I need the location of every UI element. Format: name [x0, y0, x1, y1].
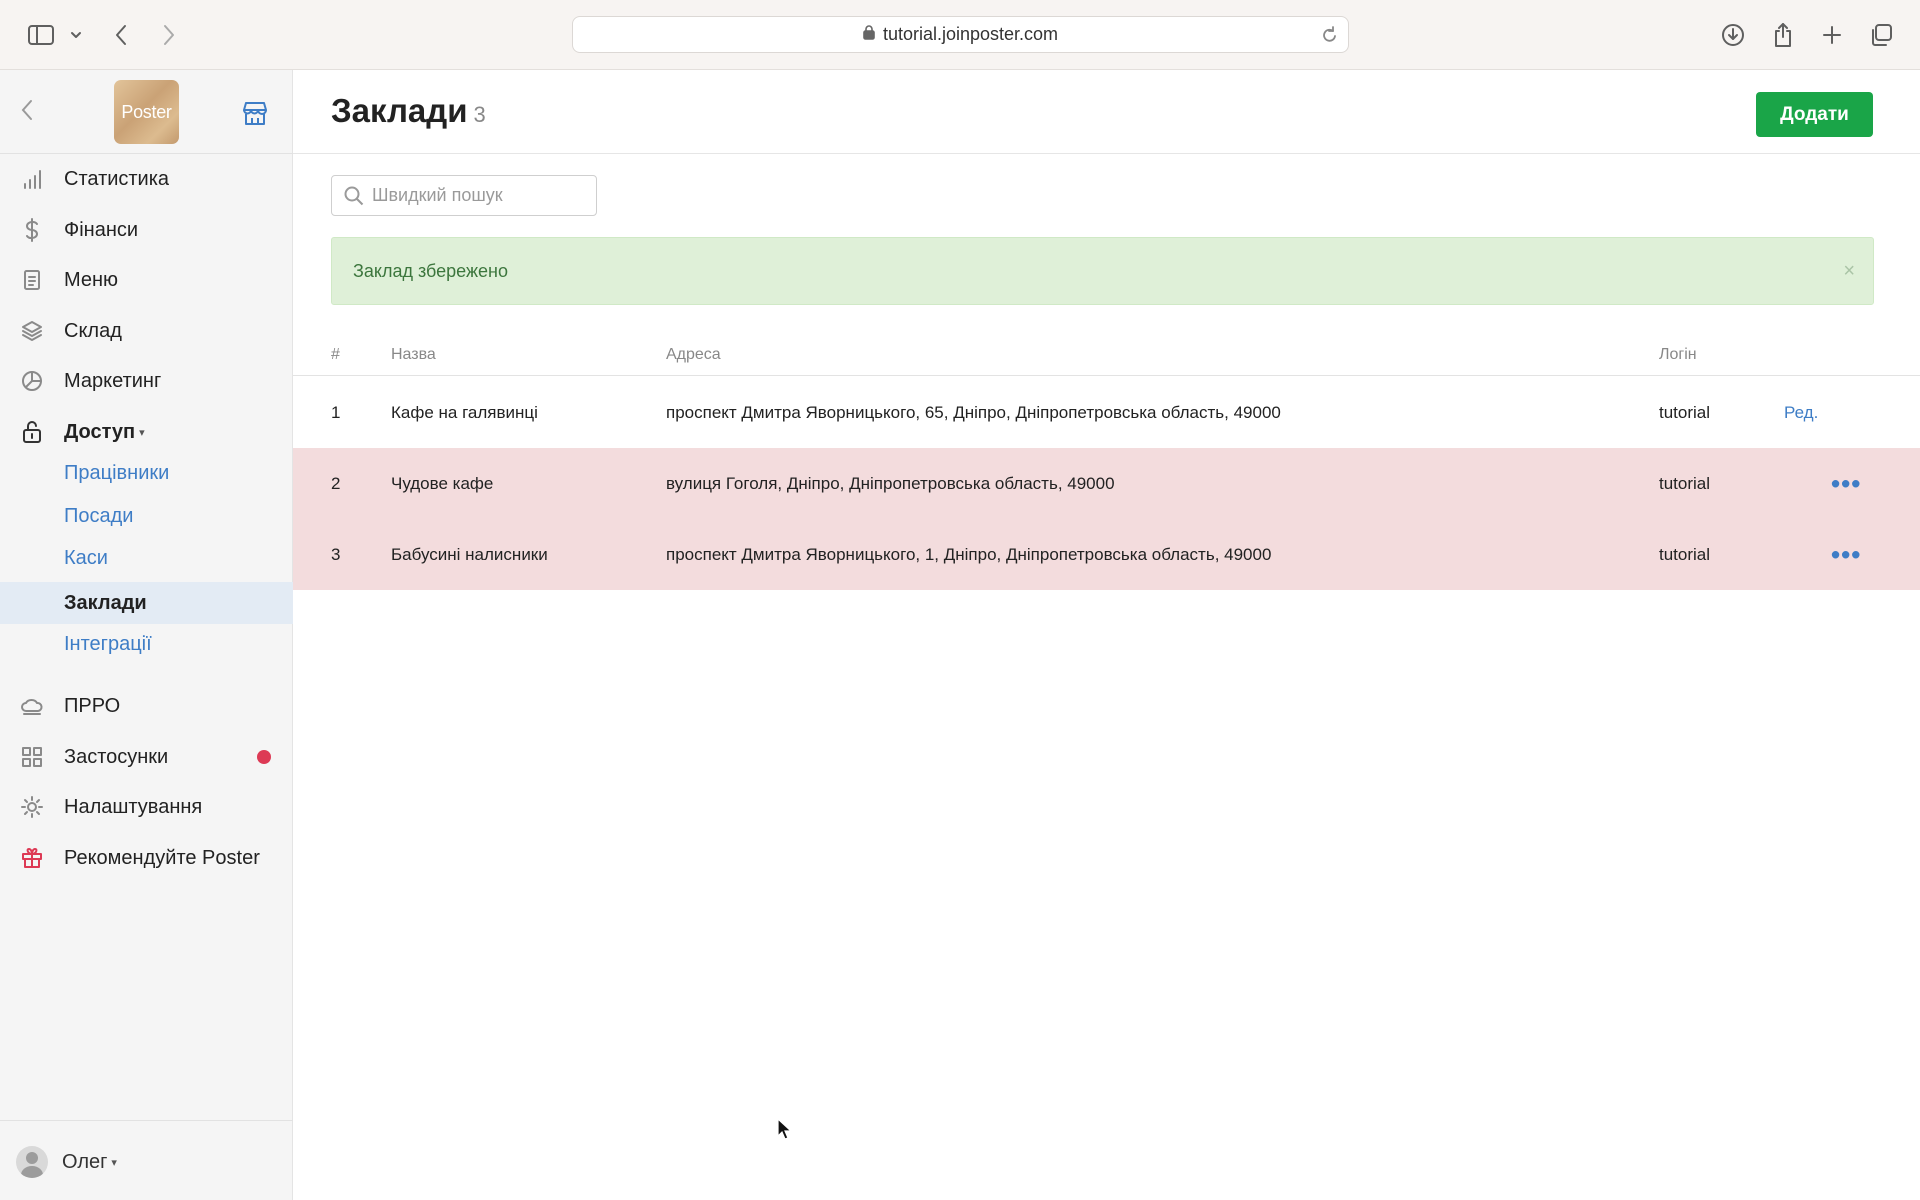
nav-label: Меню [64, 268, 119, 291]
caret-down-icon: ▾ [111, 1156, 117, 1169]
main-content [293, 70, 1920, 1200]
column-header-login[interactable]: Логін [1659, 345, 1697, 363]
sidebar [0, 70, 293, 1200]
gift-icon [20, 846, 44, 870]
success-alert [331, 237, 1874, 305]
subnav-positions[interactable] [0, 496, 293, 536]
cell-name: Чудове кафе [391, 473, 494, 493]
gear-icon [20, 795, 44, 819]
more-options-icon[interactable]: ••• [1831, 539, 1862, 569]
subnav-employees[interactable] [0, 453, 293, 493]
collapse-sidebar-icon[interactable] [20, 98, 34, 127]
tabs-overview-icon[interactable] [1868, 18, 1894, 52]
share-icon[interactable] [1770, 18, 1796, 52]
table-header [293, 334, 1920, 376]
subnav-establishments[interactable] [0, 582, 293, 624]
table-row[interactable] [293, 519, 1920, 590]
subnav-label: Посади [64, 504, 134, 527]
nav-finance[interactable] [0, 208, 293, 252]
avatar [16, 1146, 48, 1178]
table-row[interactable] [293, 448, 1920, 519]
address-bar[interactable] [572, 16, 1349, 53]
nav-prro[interactable] [0, 684, 293, 728]
nav-label: Рекомендуйте Poster [64, 846, 260, 869]
column-header-name[interactable]: Назва [391, 345, 436, 363]
user-menu[interactable] [16, 1146, 117, 1178]
chevron-down-icon[interactable] [66, 18, 86, 52]
download-icon[interactable] [1720, 18, 1746, 52]
forward-icon[interactable] [156, 18, 182, 52]
poster-logo[interactable] [114, 80, 179, 144]
cell-name: Кафе на галявинці [391, 402, 538, 422]
nav-label: Налаштування [64, 795, 203, 818]
url-text: tutorial.joinposter.com [882, 24, 1059, 44]
subnav-label: Заклади [64, 591, 147, 614]
cell-number: 1 [331, 402, 341, 422]
column-header-number[interactable]: # [331, 345, 340, 363]
cell-login: tutorial [1659, 473, 1711, 493]
browser-toolbar [0, 0, 1920, 70]
nav-access[interactable] [0, 410, 293, 454]
nav-marketing[interactable] [0, 359, 293, 403]
more-options-icon[interactable]: ••• [1831, 468, 1862, 498]
dollar-icon [20, 218, 44, 242]
nav-menu[interactable] [0, 258, 293, 302]
nav-label: Застосунки [64, 745, 169, 768]
cell-address: проспект Дмитра Яворницького, 65, Дніпро, Дніпропетровська область, 49000 [666, 402, 1281, 422]
nav-label: Склад [64, 319, 122, 342]
nav-apps[interactable] [0, 735, 293, 779]
caret-down-icon: ▾ [139, 426, 145, 439]
nav-label: Доступ ▾ [64, 420, 145, 443]
cell-login: tutorial [1659, 402, 1711, 422]
nav-label: Статистика [64, 167, 170, 190]
subnav-label: Інтеграції [64, 632, 152, 655]
document-icon [20, 268, 44, 292]
store-icon[interactable] [241, 100, 269, 131]
cell-address: проспект Дмитра Яворницького, 1, Дніпро, Дніпропетровська область, 49000 [666, 544, 1272, 564]
alert-text: Заклад збережено [353, 260, 508, 281]
mouse-cursor-icon [777, 1118, 793, 1147]
cell-login: tutorial [1659, 544, 1711, 564]
nav-recommend-poster[interactable] [0, 836, 293, 880]
nav-label: ПРРО [64, 694, 121, 717]
cell-number: 3 [331, 544, 341, 564]
nav-warehouse[interactable] [0, 309, 293, 353]
subnav-label: Каси [64, 546, 108, 569]
notification-badge [257, 750, 271, 764]
column-header-address[interactable]: Адреса [666, 345, 721, 363]
user-name: Олег [62, 1150, 108, 1173]
cloud-icon [20, 694, 44, 718]
cell-address: вулиця Гоголя, Дніпро, Дніпропетровська область, 49000 [666, 473, 1115, 493]
search-input[interactable] [331, 175, 597, 216]
nav-label: Маркетинг [64, 369, 162, 392]
logo-text: Poster [121, 101, 172, 122]
cell-name: Бабусині налисники [391, 544, 548, 564]
nav-statistics[interactable] [0, 157, 293, 201]
pie-icon [20, 369, 44, 393]
page-header [293, 70, 1920, 154]
lock-open-icon [20, 420, 44, 444]
sidebar-footer [0, 1120, 293, 1200]
new-tab-icon[interactable] [1820, 18, 1844, 52]
back-icon[interactable] [108, 18, 134, 52]
subnav-label: Працівники [64, 461, 170, 484]
sidebar-header [0, 70, 293, 154]
layers-icon [20, 319, 44, 343]
table-row[interactable] [293, 377, 1920, 448]
cell-number: 2 [331, 473, 341, 493]
sidebar-toggle-icon[interactable] [26, 18, 56, 52]
search-icon [344, 186, 364, 206]
edit-link[interactable]: Ред. [1784, 402, 1819, 422]
nav-label: Фінанси [64, 218, 139, 241]
close-icon[interactable]: × [1843, 260, 1855, 282]
add-button[interactable]: Додати [1756, 92, 1873, 137]
apps-grid-icon [20, 745, 44, 769]
lock-icon [863, 24, 875, 45]
search-placeholder: Швидкий пошук [372, 185, 503, 205]
bar-chart-icon [20, 167, 44, 191]
nav-settings[interactable] [0, 785, 293, 829]
reload-icon[interactable] [1322, 26, 1338, 49]
subnav-integrations[interactable] [0, 624, 293, 664]
page-title-text: Заклади [331, 92, 468, 129]
item-count: 3 [473, 102, 486, 127]
subnav-registers[interactable] [0, 538, 293, 578]
page-title [331, 92, 486, 130]
